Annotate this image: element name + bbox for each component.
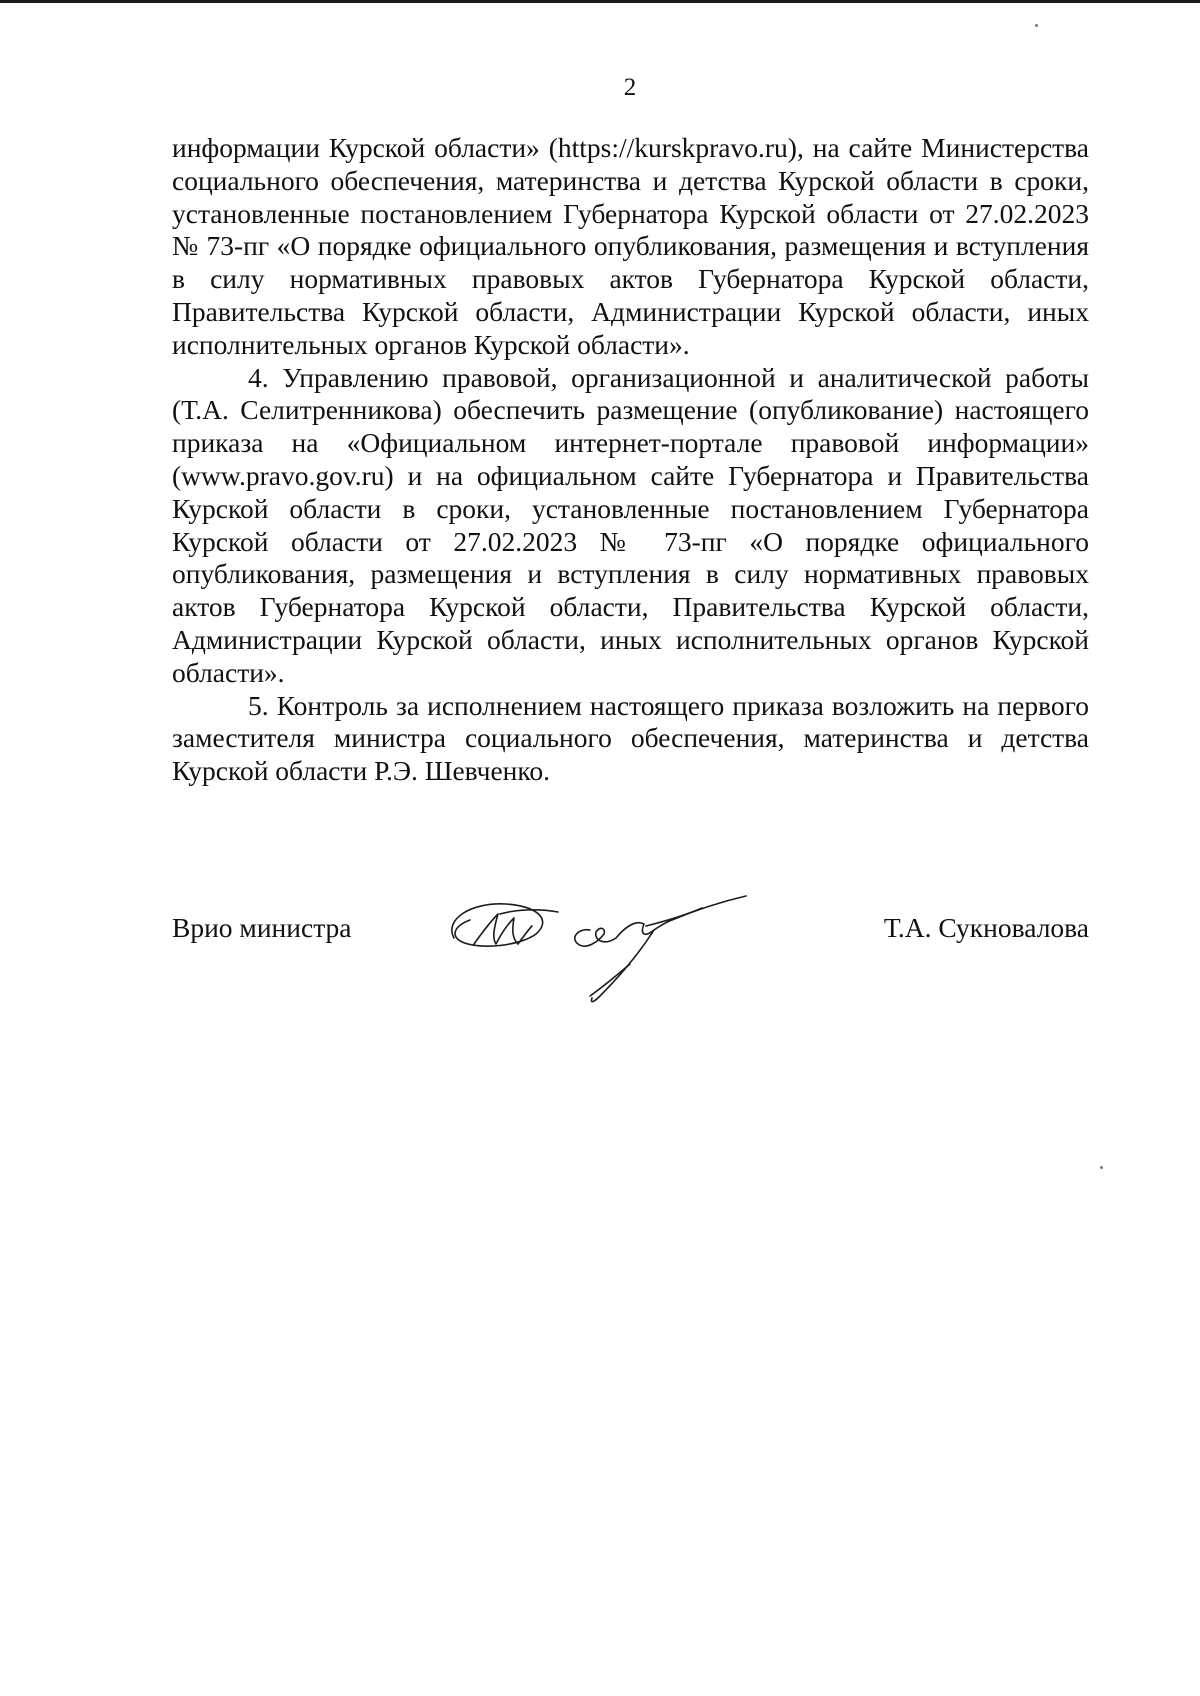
paragraph-item-5: 5. Контроль за исполнением настоящего приказа возложить на первого заместителя министра социального обеспечения, материнства и детства Курской области Р.Э. Шевченко. <box>172 689 1089 787</box>
paragraph-continuation: информации Курской области» (https://kurskpravo.ru), на сайте Министерства социального обеспечения, материнства и детства Курской области в сроки, установленные постановлением Губернатора Курской области от 27.02.2023 № 73-пг «О порядке официального опубликования, размещения и вступления в силу нормативных правовых актов Губернатора Курской области, Правительства Курской области, Администрации Курской области, иных исполнительных органов Курской области». <box>172 132 1089 360</box>
handwritten-signature <box>440 880 780 1010</box>
page-number: 2 <box>623 74 637 101</box>
paragraph-item-4: 4. Управлению правовой, организационной и аналитической работы (Т.А. Селитренникова) обеспечить размещение (опубликование) настоящего приказа на «Официальном интернет-портале правовой информации» (www.pravo.gov.ru) и на официальном сайте Губернатора и Правительства Курской области в сроки, установленные постановлением Губернатора Курской области от 27.02.2023 № 73-пг «О порядке официального опубликования, размещения и вступления в силу нормативных правовых актов Губернатора Курской области, Правительства Курской области, Администрации Курской области, иных исполнительных органов Курской области». <box>172 361 1089 688</box>
document-body <box>172 132 1089 788</box>
scan-top-edge <box>0 0 1200 3</box>
signatory-name: Т.А. Сукновалова <box>883 912 1089 943</box>
signatory-position: Врио министра <box>172 912 352 943</box>
scan-speck <box>1100 1166 1103 1169</box>
scan-speck <box>1035 24 1038 27</box>
